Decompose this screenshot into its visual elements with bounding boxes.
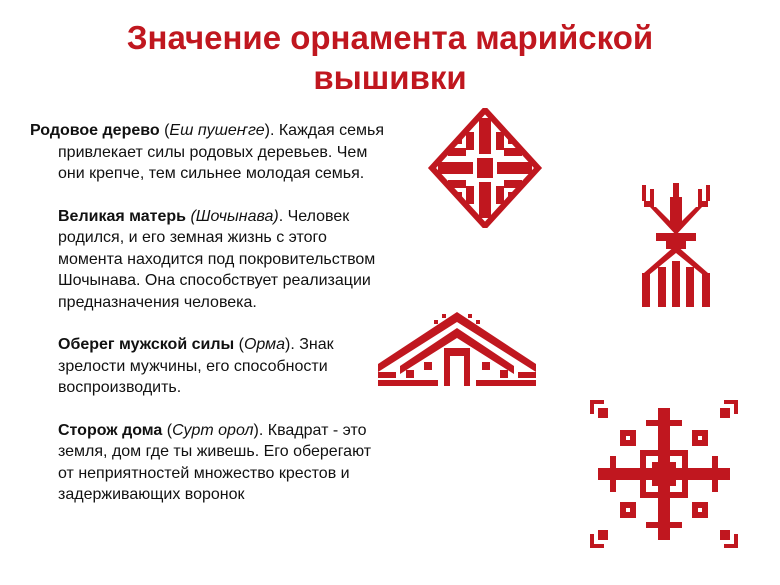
entry-velikaya-mater (30, 206, 385, 314)
entry-term: Великая матерь (58, 207, 187, 225)
entry-paren: ). (264, 122, 275, 139)
entry-paren: ). (284, 336, 295, 353)
entry-paren: ( (159, 122, 170, 139)
house-guard-ornament-icon (590, 400, 738, 548)
entry-paren: ( (234, 336, 244, 353)
entry-storozh-doma (30, 420, 385, 506)
entry-name: Еш пушеҥге (169, 122, 265, 139)
entry-desc: Квадрат - это земля, дом где ты живешь. Его оберегают от неприятностей множество крестов и задерживающих воронок (58, 421, 372, 503)
entry-name: (Шочынава) (190, 207, 279, 225)
entry-desc: Человек родился, и его земная жизнь с этого момента находится под покровительством Шочынава. Она способствует реализации предназначения человека. (58, 207, 376, 311)
great-mother-ornament-icon (636, 183, 716, 307)
entry-term: Родовое дерево (30, 122, 160, 139)
entry-paren: . (278, 207, 284, 225)
entry-paren: ( (162, 421, 173, 439)
entry-paren: ). (253, 421, 264, 439)
description-list (30, 120, 385, 527)
entry-name: Сурт орол (172, 421, 254, 439)
orma-ornament-icon (376, 310, 538, 386)
entry-term: Сторож дома (58, 421, 163, 439)
entry-obereg-muzhskoy-sily (30, 334, 385, 399)
tree-of-life-ornament-icon (426, 108, 544, 228)
entry-name: Орма (243, 336, 285, 353)
entry-desc: Каждая семья привлекает силы родовых деревьев. Чем они крепче, тем сильнее молодая семья. (58, 122, 385, 182)
entry-desc: Знак зрелости мужчины, его способности воспроизводить. (58, 336, 334, 396)
entry-rodovoe-derevo (30, 120, 385, 185)
page-title: Значение орнамента марийской вышивки (126, 19, 654, 96)
entry-term: Оберег мужской силы (58, 336, 235, 353)
